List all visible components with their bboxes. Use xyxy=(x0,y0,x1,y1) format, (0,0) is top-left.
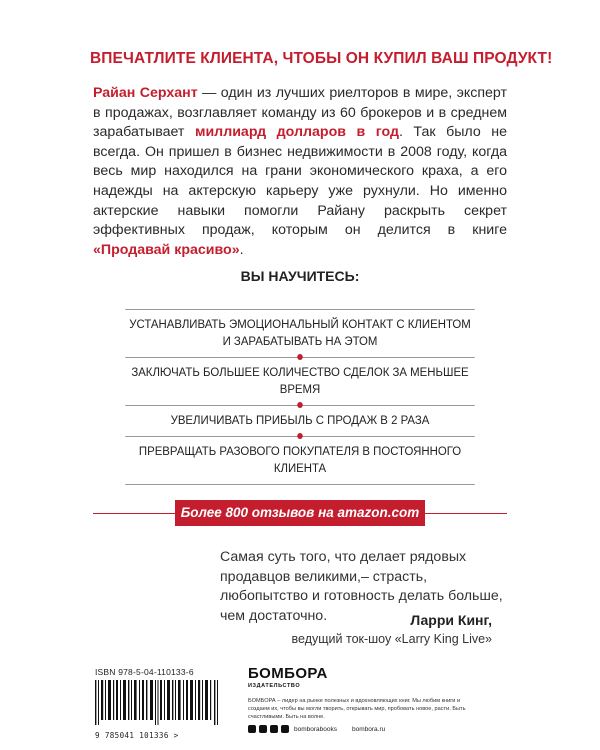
bullet-dot-icon xyxy=(297,402,303,408)
learn-item: УВЕЛИЧИВАТЬ ПРИБЫЛЬ С ПРОДАЖ В 2 РАЗА xyxy=(170,413,430,427)
bullet-dot-icon xyxy=(297,354,303,360)
barcode-icon xyxy=(95,680,220,725)
publisher-description: БОМБОРА – лидер на рынке полезных и вдохновляющих книг. Мы любим книги и создаем их, чтобы вы могли творить, открывать мир, пробовать новое, расти. Быть счастливыми. Быть на волне. xyxy=(248,698,466,720)
publisher-block xyxy=(248,666,478,733)
separator xyxy=(125,304,475,314)
intro-highlight: миллиард долларов в год xyxy=(194,124,399,141)
learn-item: ПРЕВРАЩАТЬ РАЗОВОГО ПОКУПАТЕЛЯ В ПОСТОЯННОГО КЛИЕНТА xyxy=(138,444,462,475)
amazon-badge: Более 800 отзывов на amazon.com xyxy=(175,500,425,526)
separator-dot xyxy=(125,400,475,410)
separator xyxy=(125,479,475,489)
separator-dot xyxy=(125,431,475,441)
barcode-block xyxy=(95,667,225,740)
headline: ВПЕЧАТЛИТЕ КЛИЕНТА, ЧТОБЫ ОН КУПИЛ ВАШ ПРОДУКТ! xyxy=(90,50,553,67)
intro-text-3: . xyxy=(239,241,244,258)
isbn-label: ISBN 978-5-04-110133-6 xyxy=(95,667,194,677)
quote-text: Самая суть того, что делает рядовых продавцов великими,– страсть, любопытство и готовность делать больше, чем достаточно. xyxy=(220,549,503,624)
learn-list xyxy=(125,302,475,491)
publisher-website[interactable]: bombora.ru xyxy=(352,725,386,733)
learn-item: ЗАКЛЮЧАТЬ БОЛЬШЕЕ КОЛИЧЕСТВО СДЕЛОК ЗА МЕНЬШЕЕ ВРЕМЯ xyxy=(131,365,469,396)
facebook-icon[interactable] xyxy=(248,725,256,733)
intro-paragraph xyxy=(93,84,507,260)
quote-author-desc: ведущий ток-шоу «Larry King Live» xyxy=(291,632,492,646)
intro-text-2: . Так было не всегда. Он пришел в бизнес недвижимости в 2008 году, когда весь мир находился на грани экономического краха, а его надежды на актерскую карьеру уже рухнули. Но именно актерские навыки помогли Райану раскрыть секрет эффективных продаж, которым он делится в книге xyxy=(93,124,507,239)
author-name: Райан Серхант xyxy=(93,85,198,101)
youtube-icon[interactable] xyxy=(281,725,289,733)
publisher-logo: БОМБОРА xyxy=(248,665,328,682)
publisher-subtitle: ИЗДАТЕЛЬСТВО xyxy=(248,683,301,689)
bullet-dot-icon xyxy=(297,433,303,439)
social-handle[interactable]: bomborabooks xyxy=(294,725,337,733)
publisher-socials xyxy=(248,725,478,733)
quote-author: Ларри Кинг, xyxy=(410,612,492,628)
barcode-digits: 9 785041 101336 > xyxy=(95,731,179,740)
vk-icon[interactable] xyxy=(259,725,267,733)
instagram-icon[interactable] xyxy=(270,725,278,733)
book-title: «Продавай красиво» xyxy=(93,241,240,258)
intro-text-1: — один из лучших риелторов в мире, эксперт в продажах, возглавляет команду из 60 брокеров и в среднем зарабатывает xyxy=(93,85,508,141)
separator-dot xyxy=(125,352,475,362)
learn-item: УСТАНАВЛИВАТЬ ЭМОЦИОНАЛЬНЫЙ КОНТАКТ С КЛИЕНТОМ И ЗАРАБАТЫВАТЬ НА ЭТОМ xyxy=(129,317,471,348)
learn-title: ВЫ НАУЧИТЕСЬ: xyxy=(240,268,360,284)
